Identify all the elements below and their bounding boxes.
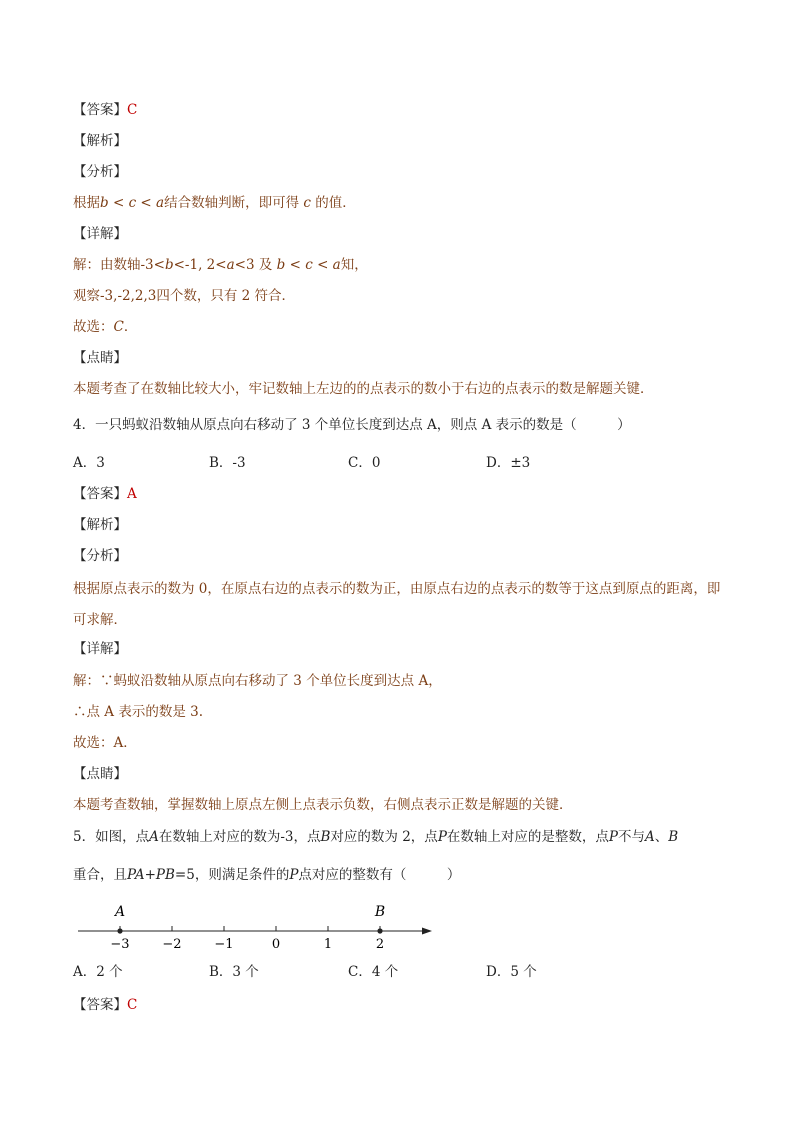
q3-fenxi-text: 根据b < c < a结合数轴判断，即可得 c 的值．	[73, 195, 356, 211]
q5-stem-line-1: 5．如图，点A在数轴上对应的数为-3，点B对应的数为 2，点P在数轴上对应的是整数，点P不与A、B	[73, 829, 679, 845]
q4-answer-line	[73, 484, 137, 504]
axis-arrow-icon	[422, 928, 432, 935]
q3-detail-line-3: 故选：C．	[73, 319, 138, 335]
tick-marks	[120, 926, 380, 931]
q5-answer-line	[73, 995, 137, 1015]
q5-option-a: A．2 个	[73, 964, 123, 980]
q3-xiangjie-heading: 【详解】	[73, 226, 127, 242]
q3-detail-line-1: 解：由数轴-3<b<-1, 2<a<3 及 b < c < a知，	[73, 257, 368, 273]
answer-tag: 【答案】	[73, 997, 127, 1013]
q4-fenxi-text: 根据原点表示的数为 0，在原点右边的点表示的数为正，由原点右边的点表示的数等于这点到原点的距离，即可求解．	[73, 581, 721, 628]
q4-detail-line-1: 解：∵蚂蚁沿数轴从原点向右移动了 3 个单位长度到达点 A，	[73, 673, 442, 689]
q3-detail-line-2: 观察-3,-2,2,3四个数，只有 2 符合．	[73, 288, 296, 304]
answer-value: C	[127, 102, 138, 118]
q5-option-c: C．4 个	[348, 964, 399, 980]
q5-stem-line-2: 重合，且PA+PB=5，则满足条件的P点对应的整数有（ ）	[73, 867, 461, 883]
q4-detail-line-3: 故选：A．	[73, 735, 137, 751]
q4-dianjing-heading: 【点睛】	[73, 766, 127, 782]
answer-tag: 【答案】	[73, 486, 127, 502]
tick-label: −3	[110, 937, 130, 952]
answer-tag: 【答案】	[73, 102, 127, 118]
answer-value: A	[127, 486, 137, 502]
q5-option-d: D．5 个	[486, 964, 537, 980]
number-line-figure	[70, 898, 450, 958]
q3-answer-line	[73, 100, 137, 120]
q4-stem: 4．一只蚂蚁沿数轴从原点向右移动了 3 个单位长度到达点 A，则点 A 表示的数是（ ）	[73, 417, 631, 433]
tick-label: −1	[214, 937, 234, 952]
point-a-label: A	[114, 904, 126, 920]
q4-detail-line-2: ∴点 A 表示的数是 3.	[73, 704, 204, 720]
q3-fenxi-heading: 【分析】	[73, 164, 127, 180]
point-b-label: B	[374, 904, 386, 920]
tick-label: 0	[271, 937, 281, 952]
q4-option-a: A．3	[73, 455, 105, 471]
q4-jiexi-heading: 【解析】	[73, 517, 127, 533]
tick-label: 2	[375, 937, 385, 952]
tick-label: −2	[162, 937, 182, 952]
tick-label: 1	[323, 937, 333, 952]
q3-dianjing-heading: 【点睛】	[73, 350, 127, 366]
q4-fenxi-heading: 【分析】	[73, 548, 127, 564]
q3-jiexi-heading: 【解析】	[73, 133, 127, 149]
point-a-dot	[117, 928, 122, 933]
q4-option-d: D．±3	[486, 455, 531, 471]
q4-option-b: B．-3	[209, 455, 246, 471]
answer-value: C	[127, 997, 138, 1013]
q3-dianjing-text: 本题考查了在数轴比较大小，牢记数轴上左边的的点表示的数小于右边的点表示的数是解题关键．	[73, 381, 654, 397]
point-b-dot	[377, 928, 382, 933]
q4-dianjing-text: 本题考查数轴，掌握数轴上原点左侧上点表示负数，右侧点表示正数是解题的关键．	[73, 797, 573, 813]
q4-option-c: C．0	[348, 455, 381, 471]
q5-option-b: B．3 个	[209, 964, 259, 980]
q4-xiangjie-heading: 【详解】	[73, 641, 127, 657]
